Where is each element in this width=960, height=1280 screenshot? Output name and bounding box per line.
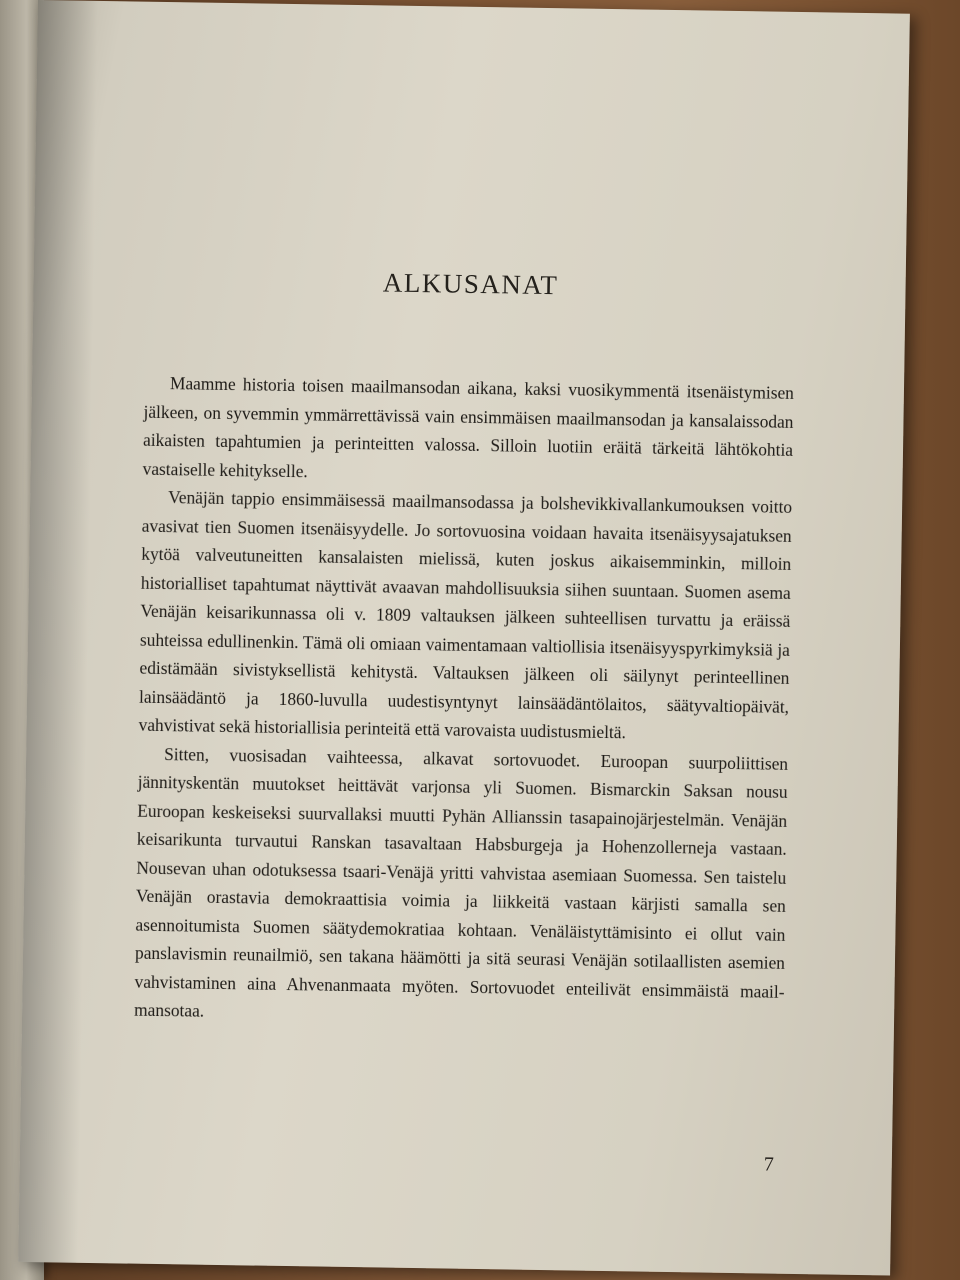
paragraph-3: Sitten, vuosisadan vaihteessa, alkavat sortovuodet. Euroopan suurpoliittisen jännityskentän muutokset heittävät varjonsa yli Suomen. Bismarckin Saksan nousu Euroopan keskeiseksi suurvallaksi muutti Pyhän Allianssin tasapainojärjestelmän. Venäjän keisarikunta turvautui Ranskan tasavaltaan Habsburgeja ja Hohenzollerneja vastaan. Nousevan uhan odotuksessa tsaari-Venäjä yritti vahvistaa asemiaan Suomessa. Sen taistelu Venäjän orastavia demokraattisia voimia ja liikkeitä vastaan kärjisti samalla sen asennoitumista Suomen säätydemokratiaa kohtaan. Venäläistyttämisinto ei ollut vain panslavismin reunailmiö, sen takana häämötti ja sitä seurasi Venäjän sotilaallisten asemien vahvistaminen aina Ahvenanmaata myöten. Sortovuodet enteilivät ensimmäistä maailmansotaa. xyxy=(133,743,789,1021)
paragraph-2: Venäjän tappio ensimmäisessä maailmansodassa ja bolshevikkivallankumouksen voitto avasivat tien Suomen itsenäisyydelle. Jo sortovuosina voidaan havaita itsenäisyysajatuksen kytöä valveutuneitten kansalaisten mielissä, kuten joskus aikaisemminkin, milloin historialliset tapahtumat näyttivät avaavan mahdollisuuksia siihen suuntaan. Suomen asema Venäjän keisarikunnassa oli v. 1809 valtauksen jälkeen suhteellisen turvattu ja eräissä suhteissa edullinenkin. Tämä oli omiaan vaimentamaan valtiollisia itsenäisyyspyrkimyksiä ja edistämään sivistyksellistä kehitystä. Valtauksen jälkeen oli säilynyt perinteellinen lainsäädäntö ja 1860-luvulla uudestisyntynyt lainsäädäntölaitos, säätyvaltiopäivät, vahvistivat sekä historiallisia perinteitä että varovaista uudistusmieltä. xyxy=(138,487,793,743)
book-page xyxy=(18,0,910,1276)
paragraph-1: Maamme historia toisen maailmansodan aikana, kaksi vuosikymmentä itsenäistymisen jälkeen, on syvemmin ymmärrettävissä vain ensimmäisen maailmansodan ja kansalaissodan aikaisten tapahtumien ja perinteitten valossa. Silloin luotiin eräitä tärkeitä lähtökohtia vastaiselle kehitykselle. xyxy=(142,373,795,481)
body-text xyxy=(134,369,794,1035)
chapter-title: ALKUSANAT xyxy=(382,267,559,301)
page-number: 7 xyxy=(763,1153,774,1176)
